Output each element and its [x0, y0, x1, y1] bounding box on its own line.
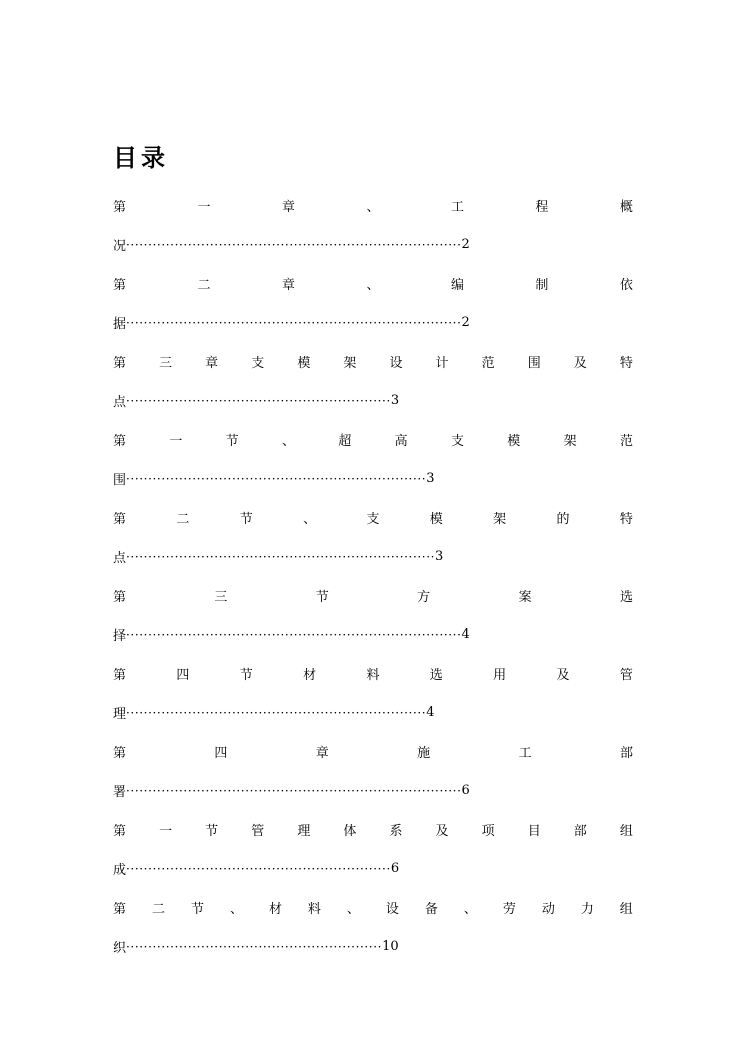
- toc-heading-last-char: 围: [113, 473, 127, 488]
- toc-entry[interactable]: [113, 738, 633, 816]
- toc-heading-char: 、: [303, 512, 317, 527]
- toc-heading-char: 动: [541, 902, 555, 917]
- toc-entry[interactable]: [113, 894, 633, 972]
- toc-heading-char: 架: [493, 512, 507, 527]
- toc-heading-char: 一: [169, 434, 183, 449]
- toc-heading-char: 的: [556, 512, 570, 527]
- toc-heading-char: 劳: [502, 902, 516, 917]
- toc-heading-char: 四: [214, 746, 228, 761]
- toc-heading-char: 程: [535, 200, 549, 215]
- page-number: 2: [461, 237, 470, 252]
- toc-entry[interactable]: [113, 270, 633, 348]
- toc-entry[interactable]: [113, 816, 633, 894]
- toc-heading-char: 特: [619, 512, 633, 527]
- toc-entry-leader-line: [113, 621, 633, 648]
- toc-heading-char: 三: [214, 590, 228, 605]
- toc-heading-char: 第: [113, 902, 127, 917]
- page-number: 6: [461, 783, 470, 798]
- toc-heading-char: 选: [429, 668, 443, 683]
- toc-entry-heading: [113, 894, 633, 921]
- toc-heading-char: 备: [424, 902, 438, 917]
- toc-heading-char: 第: [113, 668, 127, 683]
- toc-heading-char: 力: [580, 902, 594, 917]
- toc-heading-char: 模: [297, 356, 311, 371]
- toc-heading-char: 范: [481, 356, 495, 371]
- toc-heading-char: 二: [197, 278, 211, 293]
- toc-heading-char: 、: [366, 278, 380, 293]
- toc-heading-char: 节: [225, 434, 239, 449]
- toc-entry-leader-line: [113, 855, 633, 882]
- toc-heading-char: 部: [573, 824, 587, 839]
- toc-heading-char: 材: [303, 668, 317, 683]
- dot-leader: ····························································: [126, 861, 391, 876]
- toc-heading-char: 及: [556, 668, 570, 683]
- dot-leader: ····································································: [126, 705, 427, 720]
- toc-heading-char: 料: [366, 668, 380, 683]
- toc-heading-char: 架: [343, 356, 357, 371]
- page-number: 3: [435, 549, 444, 564]
- toc-heading-char: 节: [205, 824, 219, 839]
- toc-heading-char: 料: [307, 902, 321, 917]
- toc-heading-char: 部: [619, 746, 633, 761]
- toc-heading-char: 系: [389, 824, 403, 839]
- toc-entry-leader-line: [113, 231, 633, 258]
- toc-entry-heading: [113, 660, 633, 687]
- dot-leader: ····························································: [126, 393, 391, 408]
- toc-heading-char: 目: [527, 824, 541, 839]
- toc-heading-char: 第: [113, 278, 127, 293]
- toc-heading-char: 、: [463, 902, 477, 917]
- dot-leader: ············································································: [126, 237, 462, 252]
- toc-heading-char: 模: [429, 512, 443, 527]
- toc-entry[interactable]: [113, 426, 633, 504]
- toc-entry[interactable]: [113, 504, 633, 582]
- toc-heading-char: 架: [563, 434, 577, 449]
- toc-entry-heading: [113, 192, 633, 219]
- toc-heading-char: 三: [159, 356, 173, 371]
- toc-heading-char: 第: [113, 590, 127, 605]
- toc-heading-char: 管: [251, 824, 265, 839]
- toc-heading-char: 节: [239, 512, 253, 527]
- dot-leader: ··························································: [126, 939, 383, 954]
- toc-heading-char: 章: [315, 746, 329, 761]
- toc-heading-char: 一: [159, 824, 173, 839]
- dot-leader: ············································································: [126, 627, 462, 642]
- toc-heading-char: 支: [366, 512, 380, 527]
- toc-heading-char: 设: [389, 356, 403, 371]
- toc-entry-heading: [113, 816, 633, 843]
- toc-heading-char: 及: [435, 824, 449, 839]
- toc-heading-char: 概: [619, 200, 633, 215]
- toc-heading-char: 理: [297, 824, 311, 839]
- toc-heading-char: 支: [450, 434, 464, 449]
- page-number: 2: [461, 315, 470, 330]
- toc-heading-char: 案: [518, 590, 532, 605]
- toc-entry[interactable]: [113, 348, 633, 426]
- toc-entry-heading: [113, 504, 633, 531]
- toc-entry-heading: [113, 426, 633, 453]
- toc-heading-char: 组: [619, 902, 633, 917]
- toc-heading-char: 模: [507, 434, 521, 449]
- toc-heading-char: 编: [450, 278, 464, 293]
- toc-entry-leader-line: [113, 465, 633, 492]
- dot-leader: ············································································: [126, 315, 462, 330]
- toc-heading-char: 管: [619, 668, 633, 683]
- page-title: 目录: [113, 144, 169, 172]
- toc-heading-char: 第: [113, 200, 127, 215]
- toc-heading-char: 第: [113, 746, 127, 761]
- table-of-contents: [113, 192, 633, 972]
- toc-heading-last-char: 署: [113, 785, 127, 800]
- toc-heading-char: 、: [366, 200, 380, 215]
- toc-heading-char: 体: [343, 824, 357, 839]
- toc-entry-heading: [113, 270, 633, 297]
- toc-heading-char: 、: [281, 434, 295, 449]
- dot-leader: ······································································: [126, 549, 436, 564]
- toc-heading-char: 四: [176, 668, 190, 683]
- toc-heading-char: 二: [176, 512, 190, 527]
- toc-heading-char: 项: [481, 824, 495, 839]
- page-number: 10: [382, 939, 399, 954]
- toc-heading-char: 设: [385, 902, 399, 917]
- toc-heading-char: 围: [527, 356, 541, 371]
- toc-heading-char: 范: [619, 434, 633, 449]
- toc-heading-last-char: 况: [113, 239, 127, 254]
- toc-heading-char: 超: [338, 434, 352, 449]
- toc-heading-char: 、: [346, 902, 360, 917]
- toc-entry-leader-line: [113, 777, 633, 804]
- page-number: 4: [461, 627, 470, 642]
- toc-heading-last-char: 据: [113, 317, 127, 332]
- toc-entry-leader-line: [113, 543, 633, 570]
- toc-heading-char: 选: [619, 590, 633, 605]
- toc-entry-heading: [113, 348, 633, 375]
- toc-heading-char: 、: [229, 902, 243, 917]
- toc-heading-char: 节: [239, 668, 253, 683]
- toc-heading-char: 方: [417, 590, 431, 605]
- toc-heading-char: 二: [151, 902, 165, 917]
- toc-heading-last-char: 理: [113, 707, 127, 722]
- toc-entry[interactable]: [113, 582, 633, 660]
- page-number: 3: [390, 393, 400, 408]
- toc-heading-char: 章: [205, 356, 219, 371]
- toc-heading-char: 第: [113, 356, 127, 371]
- toc-heading-char: 一: [197, 200, 211, 215]
- toc-heading-last-char: 点: [113, 551, 127, 566]
- toc-heading-char: 组: [619, 824, 633, 839]
- toc-heading-char: 特: [619, 356, 633, 371]
- page-number: 6: [390, 861, 400, 876]
- toc-heading-char: 依: [619, 278, 633, 293]
- toc-heading-char: 及: [573, 356, 587, 371]
- toc-heading-last-char: 择: [113, 629, 127, 644]
- toc-heading-char: 高: [394, 434, 408, 449]
- toc-heading-char: 用: [493, 668, 507, 683]
- toc-entry-leader-line: [113, 387, 633, 414]
- dot-leader: ····································································: [126, 471, 427, 486]
- toc-heading-char: 节: [315, 590, 329, 605]
- toc-heading-char: 工: [518, 746, 532, 761]
- toc-entry-leader-line: [113, 309, 633, 336]
- toc-heading-char: 节: [190, 902, 204, 917]
- toc-heading-char: 章: [281, 200, 295, 215]
- dot-leader: ············································································: [126, 783, 462, 798]
- toc-heading-char: 材: [268, 902, 282, 917]
- toc-heading-last-char: 点: [113, 395, 127, 410]
- toc-heading-char: 第: [113, 824, 127, 839]
- toc-entry-leader-line: [113, 933, 633, 960]
- toc-heading-char: 工: [450, 200, 464, 215]
- toc-heading-char: 第: [113, 512, 127, 527]
- toc-entry[interactable]: [113, 192, 633, 270]
- toc-heading-char: 章: [281, 278, 295, 293]
- toc-heading-last-char: 成: [113, 863, 127, 878]
- toc-heading-char: 计: [435, 356, 449, 371]
- toc-heading-last-char: 织: [113, 941, 127, 956]
- toc-heading-char: 支: [251, 356, 265, 371]
- page-number: 4: [426, 705, 435, 720]
- toc-entry-leader-line: [113, 699, 633, 726]
- toc-entry-heading: [113, 582, 633, 609]
- toc-heading-char: 制: [535, 278, 549, 293]
- toc-heading-char: 施: [417, 746, 431, 761]
- toc-heading-char: 第: [113, 434, 127, 449]
- toc-entry-heading: [113, 738, 633, 765]
- page-number: 3: [426, 471, 435, 486]
- toc-entry[interactable]: [113, 660, 633, 738]
